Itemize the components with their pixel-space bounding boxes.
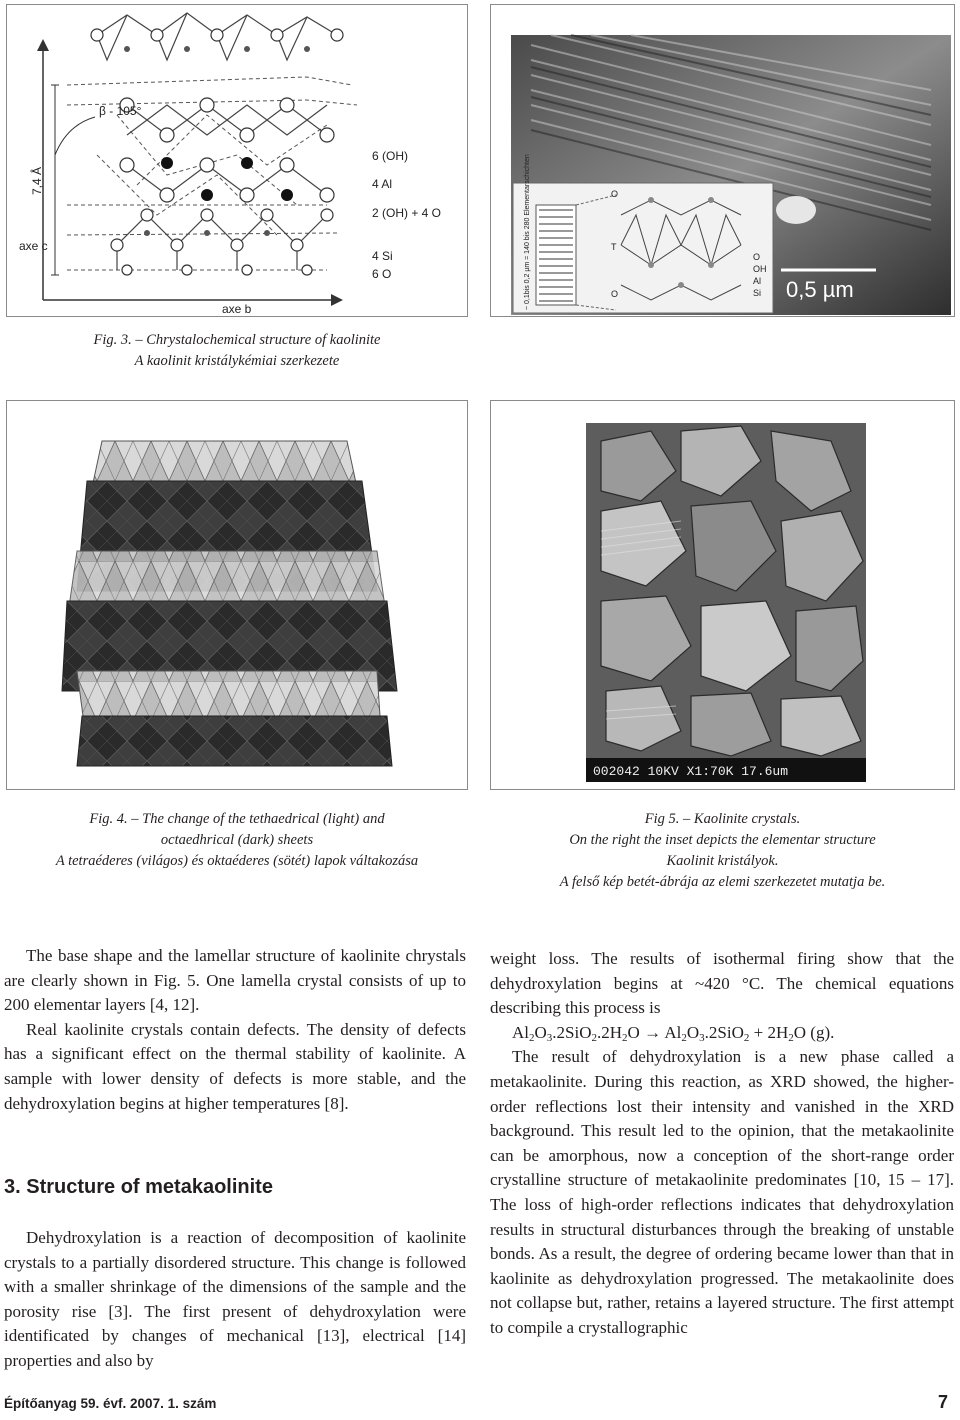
beta-angle-label: β - 105°	[99, 104, 142, 118]
inset-legend-oh: OH	[753, 264, 767, 274]
left-column-lower	[4, 1226, 466, 1374]
height-label: 7,4 Å	[30, 166, 44, 195]
fig4-caption-en-2: octaedhrical (dark) sheets	[160, 832, 314, 848]
fig3-caption-hu: A kaolinit kristálykémiai szerkezete	[134, 353, 340, 369]
label-2oh-4o: 2 (OH) + 4 O	[372, 206, 442, 220]
section-heading: 3. Structure of metakaolinite	[4, 1176, 273, 1198]
scale-bar-label: 0,5 µm	[786, 277, 854, 302]
fig5-caption-en-1: Fig 5. – Kaolinite crystals.	[644, 811, 801, 827]
fig4-caption-en-1: Fig. 4. – The change of the tethaedrical (light) and	[89, 811, 385, 827]
fig4-caption	[6, 809, 468, 872]
left-column-upper	[4, 944, 466, 1116]
fig5-top-sem-image	[490, 4, 955, 317]
journal-footer: Építőanyag 59. évf. 2007. 1. szám	[4, 1396, 217, 1411]
label-4si: 4 Si	[372, 249, 393, 263]
inset-layer-o-top: O	[611, 189, 619, 199]
fig3-caption	[6, 330, 468, 372]
fig5-caption-en-2: On the right the inset depicts the elementar structure	[569, 832, 876, 848]
inset-legend-si: Si	[753, 288, 762, 298]
chemical-equation: $Al_2O_3.2SiO_2.2H_2O \to Al_2O_3.2SiO_2 + 2H_2O$ (g).	[512, 1022, 835, 1044]
inset-legend-al: Al	[753, 276, 762, 286]
inset-legend-o: O	[753, 252, 761, 262]
fig5-caption	[490, 809, 955, 893]
fig4-caption-hu: A tetraéderes (világos) és oktaéderes (sötét) lapok váltakozása	[55, 853, 419, 869]
fig3-caption-en: Fig. 3. – Chrystalochemical structure of kaolinite	[93, 332, 381, 348]
label-4al: 4 Al	[372, 177, 393, 191]
paragraph-weight-loss: weight loss. The results of isothermal firing show that the dehydroxylation begins at ~420 °C. The chemical equations describing this process is	[490, 949, 954, 1018]
paragraph-dehydroxylation: Dehydroxylation is a reaction of decomposition of kaolinite crystals to a partially disordered structure. This change is followed with a smaller shrinkage of the dimensions of the sample and the porosity rise [3]. The first present of dehydroxylation were identificated by changes of mechanical [13], electrical [14] properties and also by	[4, 1228, 466, 1370]
paragraph-defects: Real kaolinite crystals contain defects. The density of defects has a significant effect on the thermal stability of kaolinite. A sample with lower density of defects is more stable, and the dehydroxylation begins at higher temperatures [8].	[4, 1019, 466, 1113]
sem-info-bar: 002042 10KV X1:70K 17.6um	[593, 764, 789, 779]
fig5-bottom-sem-image	[490, 400, 955, 790]
page-number: 7	[937, 1392, 948, 1412]
fig5-caption-hu-1: Kaolinit kristályok.	[666, 853, 779, 869]
label-6o: 6 O	[372, 267, 392, 281]
axis-b-label: axe b	[222, 302, 252, 316]
fig4-polyhedra-image	[6, 400, 468, 790]
paragraph-lamellar: The base shape and the lamellar structure of kaolinite chrystals are clearly shown in Fig. 5. One lamella crystal consists of up to 200 elementar layers [4, 12].	[4, 946, 466, 1015]
fig3-diagram	[6, 4, 468, 317]
kaolinite-structure-diagram	[7, 5, 468, 317]
inset-layer-o-bottom: O	[611, 289, 619, 299]
axis-c-label: axe c	[19, 239, 48, 253]
paragraph-metakaolinite: The result of dehydroxylation is a new phase called a metakaolinite. During this reaction, as XRD showed, the higher-order reflections lost their intensity and vanished in the XRD background. This result led to the opinion, that the metakaolinite can be amorphous, now a conception of the short-range order crystalline structure of metakaolinite predominates [10, 15 – 17]. The loss of high-order reflections indicates that dehydroxylation results in structural disturbances through the breaking of unstable bonds. As a result, the degree of ordering became lower than that in kaolinite as dehydroxylation progressed. The metakaolinite does not collapse but, rather, retains a layered structure. The first attempt to compile a crystallographic	[490, 1047, 954, 1337]
fig5-caption-hu-2: A felső kép betét-ábrája az elemi szerkezetet mutatja be.	[559, 874, 886, 890]
inset-layer-t: T	[611, 242, 617, 252]
inset-vertical-label: ~ 0,1bis 0,2 µm = 140 bis 280 Elementarschichten	[524, 154, 531, 310]
label-6oh: 6 (OH)	[372, 149, 408, 163]
right-column	[490, 947, 954, 1341]
